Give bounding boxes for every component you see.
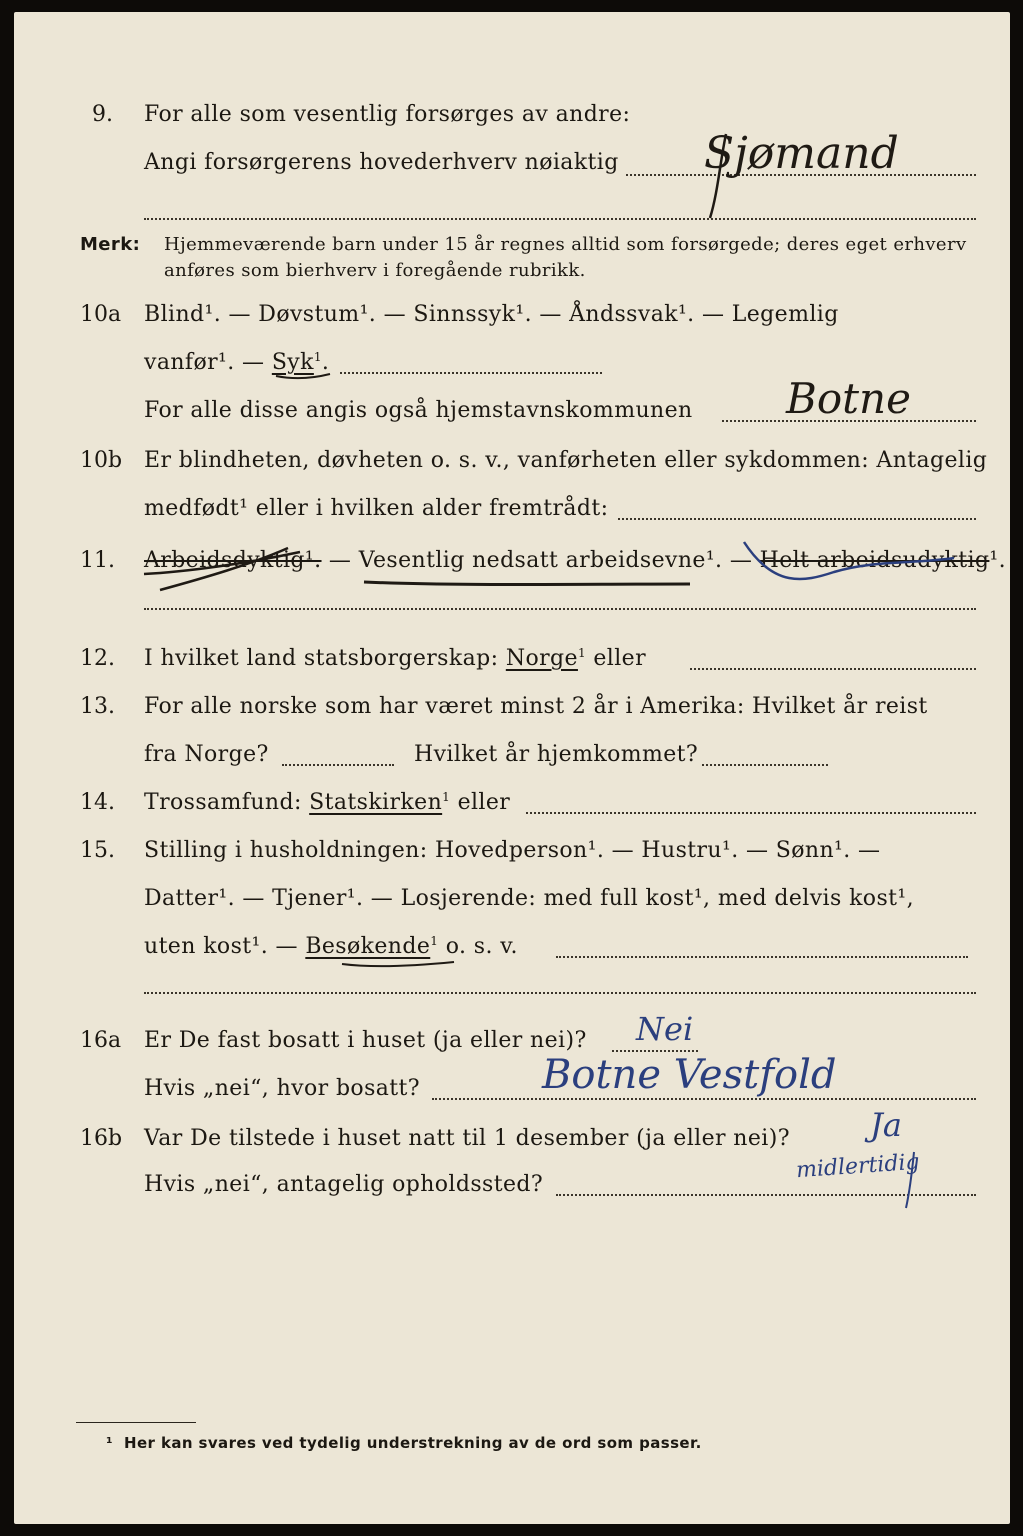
merk-label: Merk: [80,234,141,255]
q12-norge-underlined: Norge [505,646,578,671]
q15-line3 [144,934,518,959]
q11-sep1: — [321,548,359,573]
q15-pen-underline [342,962,454,966]
q10b-answer-line [618,518,976,520]
q16b-line2: Hvis „nei“, antagelig opholdssted? [144,1172,544,1197]
q10a-line1: Blind¹. — Døvstum¹. — Sinnssyk¹. — Åndssvak¹. — Legemlig [144,302,839,327]
q14-statskirken-underlined: Statskirken [309,790,443,815]
q11-vesentlig-nedsatt: Vesentlig nedsatt arbeidsevne [358,548,706,573]
q16a-number: 16a [80,1028,122,1053]
q16b-handwritten-answer2: midlertidig [795,1149,921,1184]
q11-sep2: ¹. — [705,548,760,573]
q14-number: 14. [80,790,115,815]
q9-number: 9. [92,102,113,127]
q13-number: 13. [80,694,115,719]
q15-number: 15. [80,838,115,863]
q16b-line1: Var De tilstede i huset natt til 1 desember (ja eller nei)? [144,1126,790,1151]
q10a-line2: vanfør¹. — Syk$^1$. [144,350,330,375]
q10a-syk-footnote-mark: 1 [313,350,322,364]
q15-osv: o. s. v. [438,934,518,959]
q12-footnote-mark: 1 [577,646,586,660]
q14-answer-line [526,812,976,814]
q15-besokende-underlined: Besøkende [305,934,431,959]
merk-line1: Hjemmeværende barn under 15 år regnes alltid som forsørgede; deres eget erhverv [164,234,967,255]
q9-extra-line [144,218,976,220]
q10a-line3: For alle disse angis også hjemstavnskommunen [144,398,693,423]
q11-line [144,548,1006,573]
q14-line [144,790,510,815]
q11-end: ¹. [989,548,1007,573]
q13-line2a: fra Norge? [144,742,269,767]
q9-line2: Angi forsørgerens hovederhverv nøiaktig [144,150,619,175]
q10b-line1: Er blindheten, døvheten o. s. v., vanførheten eller sykdommen: Antagelig [144,448,988,473]
q10a-number: 10a [80,302,122,327]
q14-eller: eller [450,790,511,815]
q15-prefix: uten kost¹. — [144,934,306,959]
q16a-line2: Hvis „nei“, hvor bosatt? [144,1076,420,1101]
q10b-line2: medfødt¹ eller i hvilken alder fremtrådt: [144,496,609,521]
q11-helt-udyktig: Helt arbeidsudyktig [759,548,990,573]
footnote-text: Her kan svares ved tydelig understrekning av de ord som passer. [124,1434,702,1452]
q16b-number: 16b [80,1126,123,1151]
footnote-mark: ¹ [106,1434,113,1452]
q12-answer-line [690,668,976,670]
q15-line1: Stilling i husholdningen: Hovedperson¹. — Hustru¹. — Sønn¹. — [144,838,881,863]
q10a-syk-underlined: Syk [271,350,314,375]
q13-line1: For alle norske som har været minst 2 år i Amerika: Hvilket år reist [144,694,928,719]
q16a-answer2-line [432,1098,976,1100]
q15-answer-line [556,956,968,958]
q13-hjemkommet-answer-line [702,764,828,766]
merk-line2: anføres som bierhverv i foregående rubrikk. [164,260,586,281]
q15-line2: Datter¹. — Tjener¹. — Losjerende: med full kost¹, med delvis kost¹, [144,886,914,911]
q16b-answer2-line [556,1194,976,1196]
q11-extra-line [144,608,976,610]
q9-line1: For alle som vesentlig forsørges av andre: [144,102,631,127]
census-form-page [14,12,1010,1524]
q10a-line2-prefix: vanfør¹. — [144,350,272,375]
q16a-line1: Er De fast bosatt i huset (ja eller nei)? [144,1028,587,1053]
q10a-syk-line [340,372,602,374]
q11-pen-underline [364,582,690,585]
q13-line2b: Hvilket år hjemkommet? [414,742,699,767]
q15-extra-line [144,992,976,994]
footnote-rule [76,1422,196,1423]
q11-number: 11. [80,548,115,573]
q12-prefix: I hvilket land statsborgerskap: [144,646,506,671]
q10a-handwritten-answer: Botne [786,374,911,423]
q14-prefix: Trossamfund: [144,790,310,815]
q10b-number: 10b [80,448,123,473]
q12-number: 12. [80,646,115,671]
q12-line [144,646,646,671]
q15-footnote-mark: 1 [430,934,439,948]
q11-arbeidsdyktig: Arbeidsdyktig¹. [144,548,322,573]
q14-footnote-mark: 1 [442,790,451,804]
q16a-handwritten-answer2: Botne Vestfold [542,1052,837,1098]
q9-handwritten-answer: Sjømand [704,128,899,179]
q13-reist-answer-line [282,764,394,766]
q16b-handwritten-answer1: Ja [870,1106,902,1144]
q12-eller: eller [585,646,647,671]
q16a-handwritten-answer1: Nei [636,1010,694,1048]
